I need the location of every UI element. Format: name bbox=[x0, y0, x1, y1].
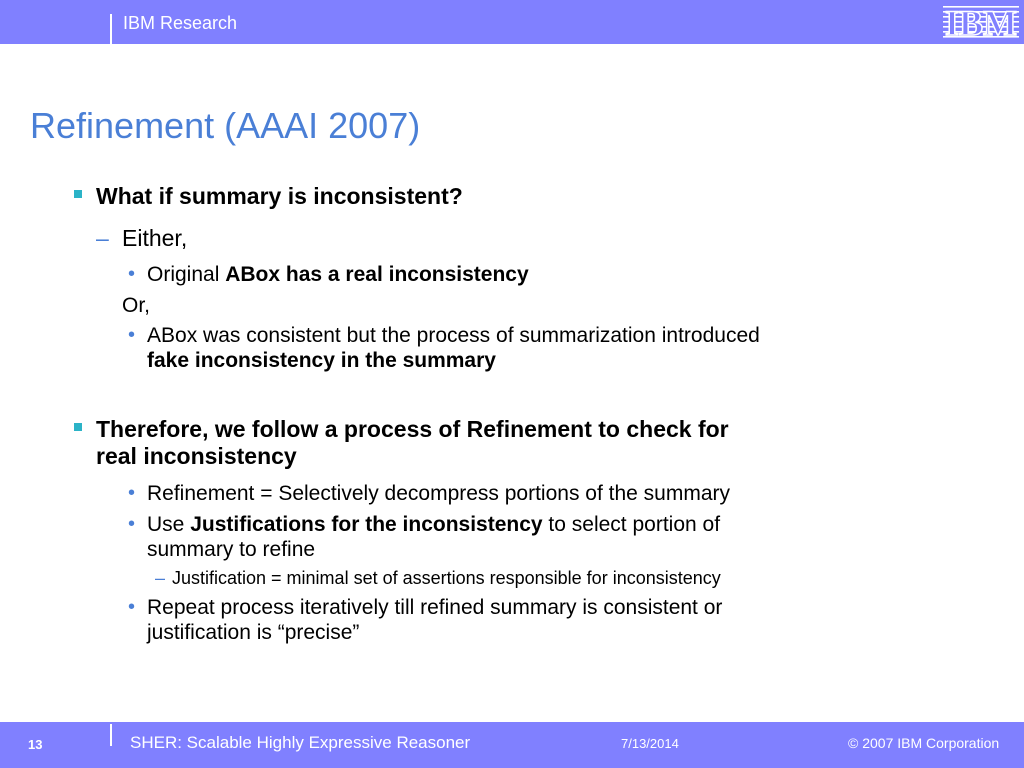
dot-bullet: • bbox=[128, 513, 136, 535]
footer-date: 7/13/2014 bbox=[621, 736, 679, 751]
dash-bullet: – bbox=[96, 225, 109, 251]
use-prefix: Use bbox=[147, 513, 191, 536]
or-text: Or, bbox=[122, 294, 151, 317]
footer-title: SHER: Scalable Highly Expressive Reasoner bbox=[130, 733, 471, 752]
header-org-name: IBM Research bbox=[123, 13, 238, 33]
abox-line-2: fake inconsistency in the summary bbox=[147, 349, 496, 372]
repeat-line-1: Repeat process iteratively till refined summary is consistent or bbox=[147, 596, 723, 619]
footer-divider bbox=[110, 724, 112, 746]
ibm-logo bbox=[943, 2, 1019, 40]
slide-title: Refinement (AAAI 2007) bbox=[30, 105, 421, 146]
original-line bbox=[147, 262, 529, 287]
use-line-2: summary to refine bbox=[147, 538, 316, 561]
header-divider bbox=[110, 14, 112, 44]
page-number: 13 bbox=[28, 737, 43, 752]
either-text: Either, bbox=[122, 225, 188, 251]
repeat-line-2: justification is “precise” bbox=[147, 621, 360, 644]
footer-copyright: © 2007 IBM Corporation bbox=[848, 735, 1000, 751]
original-prefix: Original bbox=[147, 263, 226, 286]
ibm-logo-text: IBM bbox=[945, 3, 1017, 40]
square-bullet bbox=[74, 190, 82, 198]
use-bold: Justifications for the inconsistency bbox=[190, 513, 543, 536]
dot-bullet: • bbox=[128, 596, 136, 618]
abox-line-1: ABox was consistent but the process of summarization introduced bbox=[147, 324, 760, 347]
dot-bullet: • bbox=[128, 482, 136, 504]
use-suffix: to select portion of bbox=[542, 513, 721, 536]
dot-bullet: • bbox=[128, 324, 136, 346]
bullet-refinement-2: real inconsistency bbox=[96, 443, 297, 469]
square-bullet bbox=[74, 423, 82, 431]
justification-definition: Justification = minimal set of assertions responsible for inconsistency bbox=[172, 568, 721, 588]
dot-bullet: • bbox=[128, 263, 136, 285]
bullet-inconsistent: What if summary is inconsistent? bbox=[96, 183, 463, 209]
original-bold: ABox has a real inconsistency bbox=[225, 263, 529, 286]
dash-bullet: – bbox=[155, 568, 166, 588]
refinement-definition: Refinement = Selectively decompress portions of the summary bbox=[147, 482, 731, 505]
bullet-refinement-1: Therefore, we follow a process of Refinement to check for bbox=[96, 416, 729, 442]
use-line-1 bbox=[147, 512, 720, 537]
